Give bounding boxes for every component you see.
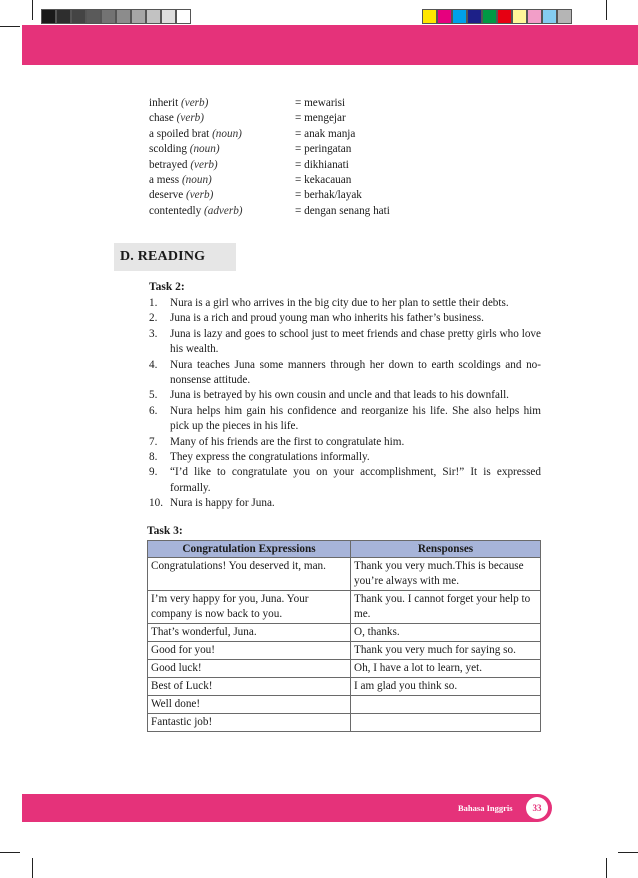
vocab-term: chase (verb) — [149, 112, 204, 125]
response-cell — [351, 696, 541, 714]
response-cell: I am glad you think so. — [351, 678, 541, 696]
crop-mark — [0, 852, 20, 853]
vocab-term: a mess (noun) — [149, 173, 212, 186]
section-title: D. READING — [120, 249, 206, 264]
list-item — [149, 327, 541, 358]
expression-cell: Fantastic job! — [148, 714, 351, 732]
vocab-row — [149, 188, 495, 203]
crop-mark — [0, 26, 20, 27]
vocab-row — [149, 127, 495, 142]
task3-label: Task 3: — [147, 525, 183, 537]
color-swatch — [71, 9, 86, 24]
expression-cell: Good luck! — [148, 660, 351, 678]
vocab-meaning: = berhak/layak — [295, 189, 362, 202]
color-swatch — [176, 9, 191, 24]
item-text: “I’d like to congratulate you on your accomplishment, Sir!” It is expressed formally. — [170, 466, 541, 494]
list-item — [149, 404, 541, 435]
item-text: Nura is a girl who arrives in the big city due to her plan to settle their debts. — [170, 297, 509, 309]
item-number: 6. — [149, 404, 158, 417]
list-item — [149, 450, 541, 465]
task2-list — [149, 296, 541, 512]
congratulation-table — [147, 540, 541, 732]
vocab-term: inherit (verb) — [149, 97, 209, 109]
response-cell: O, thanks. — [351, 624, 541, 642]
table-row — [148, 558, 541, 591]
item-number: 10. — [149, 497, 163, 510]
vocab-meaning: = dikhianati — [295, 158, 349, 171]
vocab-row — [149, 142, 495, 157]
item-text: Juna is lazy and goes to school just to meet friends and chase pretty girls who love his wealth. — [170, 327, 541, 356]
crop-mark — [606, 0, 607, 20]
item-text: They express the congratulations informally. — [170, 451, 370, 464]
vocab-term: betrayed (verb) — [149, 158, 218, 171]
item-text: Many of his friends are the first to congratulate him. — [170, 435, 405, 448]
item-text: Nura helps him gain his confidence and reorganize his life. She also helps him pick up the pieces in his life. — [170, 404, 541, 433]
vocab-meaning: = peringatan — [295, 143, 352, 156]
vocabulary-list — [149, 96, 495, 219]
expression-cell: Best of Luck! — [148, 678, 351, 696]
item-text: Juna is betrayed by his own cousin and uncle and that leads to his downfall. — [170, 389, 509, 402]
color-swatch — [422, 9, 437, 24]
color-swatch — [557, 9, 572, 24]
item-number: 9. — [149, 466, 158, 479]
response-cell: Oh, I have a lot to learn, yet. — [351, 660, 541, 678]
table-row — [148, 714, 541, 732]
item-number: 8. — [149, 451, 158, 464]
color-swatch — [497, 9, 512, 24]
expression-cell: Congratulations! You deserved it, man. — [148, 558, 351, 591]
color-swatch — [542, 9, 557, 24]
vocab-row — [149, 158, 495, 173]
vocab-row — [149, 204, 495, 219]
expression-cell: Good for you! — [148, 642, 351, 660]
vocab-term: scolding (noun) — [149, 143, 220, 156]
vocab-row — [149, 111, 495, 126]
list-item — [149, 496, 541, 511]
response-cell — [351, 714, 541, 732]
table-header-row — [148, 541, 541, 558]
expression-cell: Well done! — [148, 696, 351, 714]
book-title: Bahasa Inggris — [458, 803, 513, 813]
crop-mark — [618, 852, 638, 853]
item-text: Nura is happy for Juna. — [170, 497, 275, 510]
item-number: 4. — [149, 358, 158, 371]
header-band — [22, 25, 638, 65]
vocab-row — [149, 173, 495, 188]
item-number: 2. — [149, 312, 158, 325]
table-row — [148, 624, 541, 642]
list-item — [149, 311, 541, 326]
table-row — [148, 696, 541, 714]
response-cell: Thank you. I cannot forget your help to me. — [351, 591, 541, 624]
grayscale-swatches — [41, 9, 191, 24]
color-swatches — [422, 9, 572, 24]
expression-cell: I’m very happy for you, Juna. Your company is now back to you. — [148, 591, 351, 624]
item-text: Juna is a rich and proud young man who inherits his father’s business. — [170, 312, 484, 325]
color-swatch — [56, 9, 71, 24]
response-cell: Thank you very much for saying so. — [351, 642, 541, 660]
color-swatch — [452, 9, 467, 24]
color-swatch — [146, 9, 161, 24]
vocab-meaning: = dengan senang hati — [295, 204, 390, 217]
list-item — [149, 465, 541, 496]
table-row — [148, 591, 541, 624]
vocab-meaning: = anak manja — [295, 127, 356, 140]
color-swatch — [527, 9, 542, 24]
item-number: 3. — [149, 327, 158, 340]
task2-label: Task 2: — [149, 281, 185, 293]
color-swatch — [41, 9, 56, 24]
list-item — [149, 435, 541, 450]
color-swatch — [86, 9, 101, 24]
item-number: 1. — [149, 297, 158, 309]
crop-mark — [32, 858, 33, 878]
list-item — [149, 388, 541, 403]
item-number: 7. — [149, 435, 158, 448]
table-row — [148, 678, 541, 696]
column-header-responses: Rensponses — [351, 541, 541, 558]
crop-mark — [606, 858, 607, 878]
color-swatch — [116, 9, 131, 24]
page-number: 33 — [526, 797, 548, 819]
vocab-meaning: = kekacauan — [295, 173, 352, 186]
color-swatch — [482, 9, 497, 24]
color-swatch — [161, 9, 176, 24]
color-swatch — [101, 9, 116, 24]
color-swatch — [512, 9, 527, 24]
item-text: Nura teaches Juna some manners through her down to earth scoldings and no-nonsense attitude. — [170, 358, 541, 387]
crop-mark — [32, 0, 33, 20]
response-cell: Thank you very much.This is because you’re always with me. — [351, 558, 541, 591]
item-number: 5. — [149, 389, 158, 402]
color-swatch — [467, 9, 482, 24]
column-header-expressions: Congratulation Expressions — [148, 541, 351, 558]
table-row — [148, 642, 541, 660]
vocab-term: a spoiled brat (noun) — [149, 127, 242, 140]
color-swatch — [437, 9, 452, 24]
vocab-row — [149, 96, 495, 111]
expression-cell: That’s wonderful, Juna. — [148, 624, 351, 642]
list-item — [149, 358, 541, 389]
vocab-meaning: = mengejar — [295, 112, 346, 125]
vocab-meaning: = mewarisi — [295, 97, 346, 109]
table-row — [148, 660, 541, 678]
vocab-term: contentedly (adverb) — [149, 204, 243, 217]
vocab-term: deserve (verb) — [149, 189, 214, 202]
color-swatch — [131, 9, 146, 24]
list-item — [149, 296, 541, 311]
